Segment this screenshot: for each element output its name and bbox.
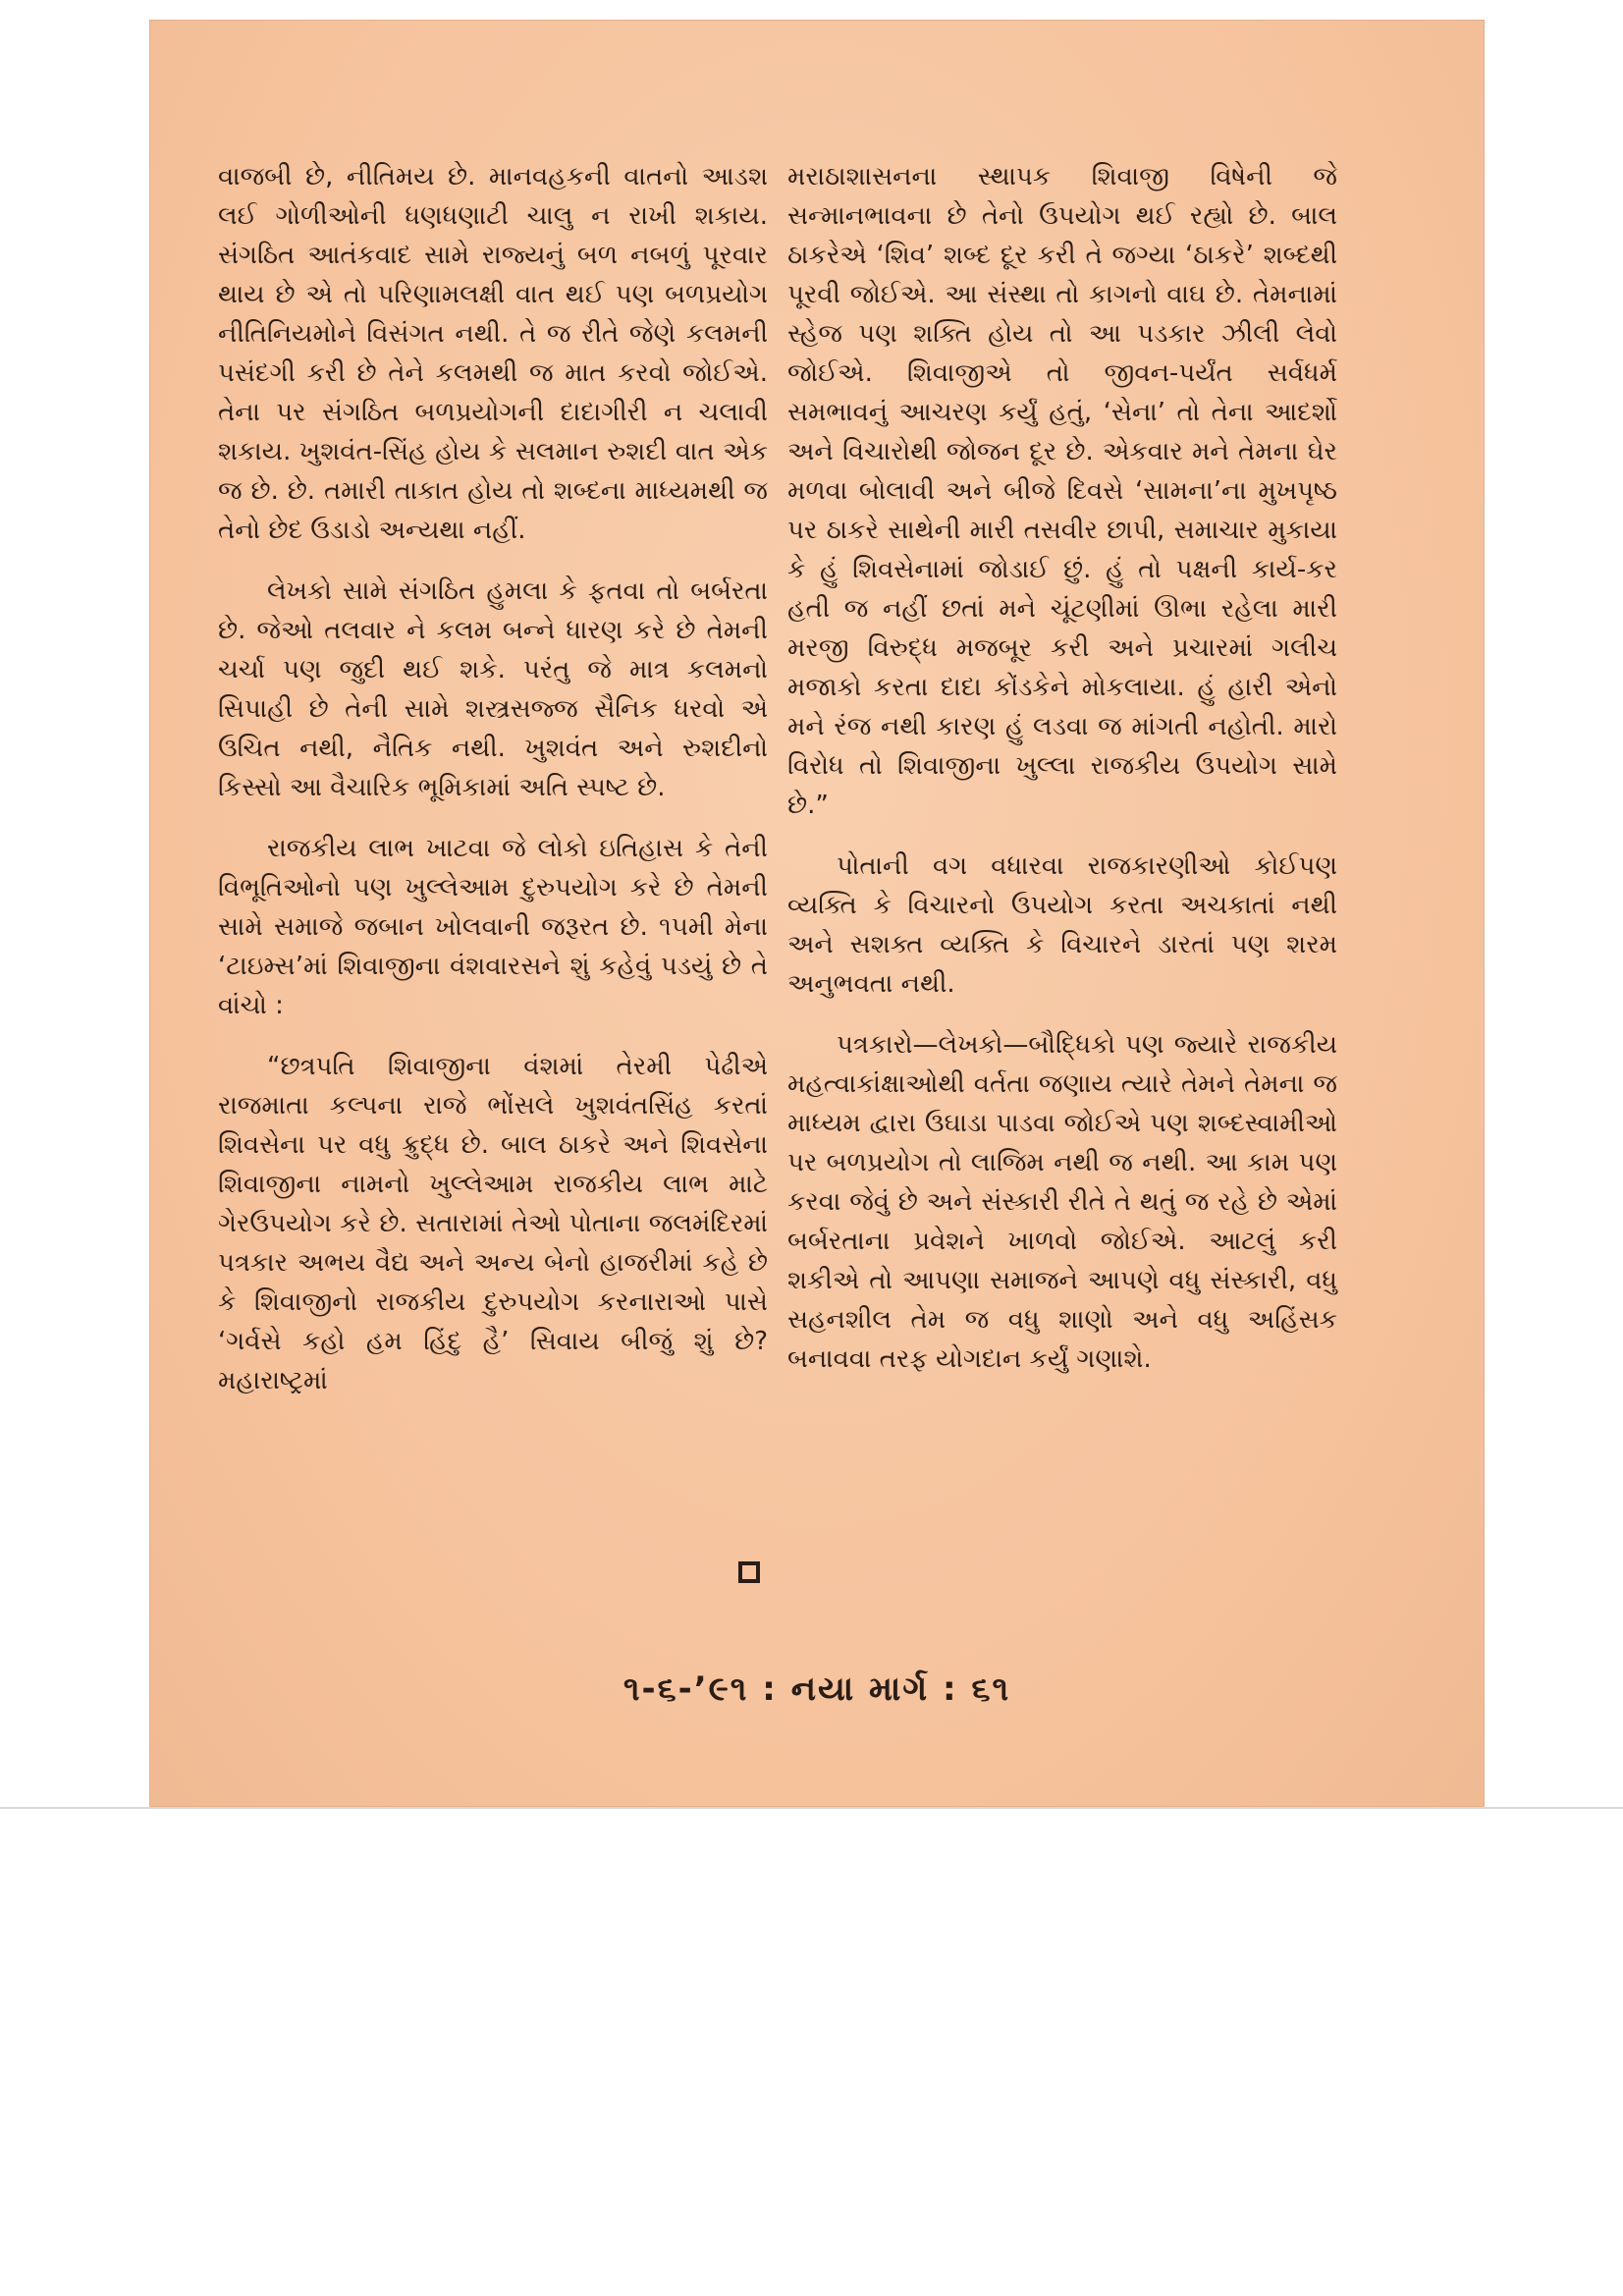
paragraph: વાજબી છે, નીતિમય છે. માનવહકની વાતનો આડશ લઈ ગોળીઓની ધણધણાટી ચાલુ ન રાખી શકાય. સંગઠિત આતંકવાદ સામે રાજ્યનું બળ નબળું પૂરવાર થાય છે એ તો પરિણામલક્ષી વાત થઈ પણ બળપ્રયોગ નીતિનિયમોને વિસંગત નથી. તે જ રીતે જેણે કલમની પસંદગી કરી છે તેને કલમથી જ માત કરવો જોઈએ. તેના પર સંગઠિત બળપ્રયોગની દાદાગીરી ન ચલાવી શકાય. ખુશવંત-સિંહ હોય કે સલમાન રુશદી વાત એક જ છે. છે. તમારી તાકાત હોય તો શબ્દના માધ્યમથી જ તેનો છેદ ઉડાડો અન્યથા નહીં. [218, 162, 768, 545]
article-right-column [787, 157, 1337, 1400]
quote-paragraph: મરાઠાશાસનના સ્થાપક શિવાજી વિષેની જે સન્માનભાવના છે તેનો ઉપયોગ થઈ રહ્યો છે. બાલ ઠાકરેએ ‘શિવ’ શબ્દ દૂર કરી તે જગ્યા ‘ઠાકરે’ શબ્દથી પૂરવી જોઈએ. આ સંસ્થા તો કાગનો વાઘ છે. તેમનામાં સ્હેજ પણ શક્તિ હોય તો આ પડકાર ઝીલી લેવો જોઈએ. શિવાજીએ તો જીવન-પર્યંત સર્વધર્મ સમભાવનું આચરણ કર્યું હતું, ‘સેના’ તો તેના આદર્શો અને વિચારોથી જોજન દૂર છે. એકવાર મને તેમના ઘેર મળવા બોલાવી અને બીજે દિવસે ‘સામના’ના મુખપૃષ્ઠ પર ઠાકરે સાથેની મારી તસવીર છાપી, સમાચાર મુકાયા કે હું શિવસેનામાં જોડાઈ છું. હું તો પક્ષની કાર્ય-કર હતી જ નહીં છતાં મને ચૂંટણીમાં ઊભા રહેલા મારી મરજી વિરુદ્ધ મજબૂર કરી અને પ્રચારમાં ગલીચ મજાકો કરતા દાદા કોંડકેને મોકલાયા. હું હારી એનો મને રંજ નથી કારણ હું લડવા જ માંગતી નહોતી. મારો વિરોધ તો શિવાજીના ખુલ્લા રાજકીય ઉપયોગ સામે છે.” [787, 162, 1337, 820]
quote-paragraph: “છત્રપતિ શિવાજીના વંશમાં તેરમી પેઢીએ રાજમાતા કલ્પના રાજે ભોંસલે ખુશવંતસિંહ કરતાં શિવસેના પર વધુ ક્રુદ્ધ છે. બાલ ઠાકરે અને શિવસેના શિવાજીના નામનો ખુલ્લેઆમ રાજકીય લાભ માટે ગેરઉપયોગ કરે છે. સતારામાં તેઓ પોતાના જલમંદિરમાં પત્રકાર અભય વૈદ્ય અને અન્ય બેનો હાજરીમાં કહે છે કે શિવાજીનો રાજકીય દુરુપયોગ કરનારાઓ પાસે ‘ગર્વસે કહો હમ હિંદુ હૈ’ સિવાય બીજું શું છે? મહારાષ્ટ્રમાં [218, 1052, 768, 1395]
page-footer: ૧-૬-’૯૧ : નયા માર્ગ : ૬૧ [622, 1669, 1011, 1709]
article-left-column [218, 157, 768, 1422]
paragraph: પોતાની વગ વધારવા રાજકારણીઓ કોઈપણ વ્યક્તિ કે વિચારનો ઉપયોગ કરતા અચકાતાં નથી અને સશક્ત વ્યક્તિ કે વિચારને ડારતાં પણ શરમ અનુભવતા નથી. [787, 851, 1337, 999]
scanned-magazine-page [149, 20, 1485, 1807]
paragraph: રાજકીય લાભ ખાટવા જે લોકો ઇતિહાસ કે તેની વિભૂતિઓનો પણ ખુલ્લેઆમ દુરુપયોગ કરે છે તેમની સામે સમાજે જબાન ખોલવાની જરૂરત છે. ૧૫મી મેના ‘ટાઇમ્સ’માં શિવાજીના વંશવારસને શું કહેવું પડયું છે તે વાંચો : [218, 834, 768, 1020]
paragraph: પત્રકારો—લેખકો—બૌદ્ધિકો પણ જ્યારે રાજકીય મહત્વાકાંક્ષાઓથી વર્તતા જણાય ત્યારે તેમને તેમના જ માધ્યમ દ્વારા ઉઘાડા પાડવા જોઈએ પણ શબ્દસ્વામીઓ પર બળપ્રયોગ તો લાજિમ નથી જ નથી. આ કામ પણ કરવા જેવું છે અને સંસ્કારી રીતે તે થતું જ રહે છે એમાં બર્બરતાના પ્રવેશને ખાળવો જોઈએ. આટલું કરી શકીએ તો આપણા સમાજને આપણે વધુ સંસ્કારી, વધુ સહનશીલ તેમ જ વધુ શાણો અને વધુ અહિંસક બનાવવા તરફ યોગદાન કર્યું ગણાશે. [787, 1030, 1337, 1374]
article-end-square-icon [738, 1561, 760, 1583]
paragraph: લેખકો સામે સંગઠિત હુમલા કે ફતવા તો બર્બરતા છે. જેઓ તલવાર ને કલમ બન્ને ધારણ કરે છે તેમની ચર્ચા પણ જુદી થઈ શકે. પરંતુ જે માત્ર કલમનો સિપાહી છે તેની સામે શસ્ત્રસજ્જ સૈનિક ધરવો એ ઉચિત નથી, નૈતિક નથી. ખુશવંત અને રુશદીનો કિસ્સો આ વૈચારિક ભૂમિકામાં અતિ સ્પષ્ટ છે. [218, 576, 768, 802]
